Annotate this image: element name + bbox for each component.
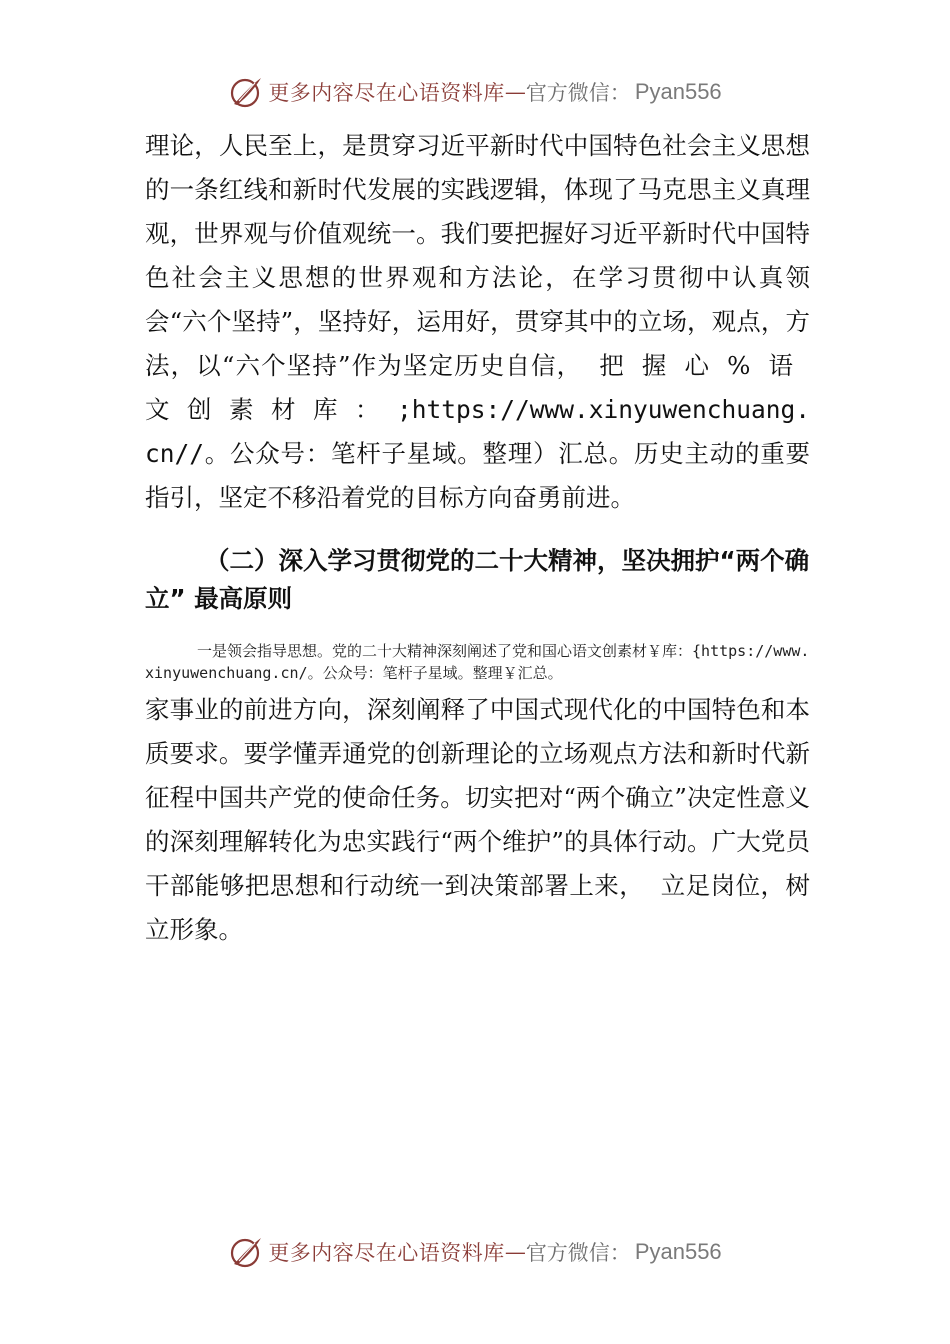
section-heading: （二）深入学习贯彻党的二十大精神，坚决拥护“两个确立” 最高原则 [145,546,810,613]
paragraph-1-text: 理论，人民至上，是贯穿习近平新时代中国特色社会主义思想的一条红线和新时代发展的实践逻辑，体现了马克思主义真理观，世界观与价值观统一。我们要把握好习近平新时代中国特色社会主义思想的世界观和方法论，在学习贯彻中认真领会“六个坚持”，坚持好，运用好，贯穿其中的立场，观点，方法，以“六个坚持”作为坚定历史自信 [145,131,810,380]
footer-banner [0,1232,950,1272]
paragraph-1-tail: 。公众号：笔杆子星域。整理）汇总。历史主动的重要指引，坚定不移沿着党的目标方向奋勇前进。 [145,439,810,512]
footer-wechat-label: 官方微信： [525,1241,631,1265]
note-text: 一是领会指导思想。党的二十大精神深刻阐述了党和国心语文创素材￥库： [197,642,693,660]
header-banner [0,72,950,112]
paragraph-1-url: ;https://www.xinyuwenchuang.cn// [145,395,810,468]
note-tail: 。公众号：笔杆子星域。整理￥汇总。 [307,664,563,682]
feather-logo-icon [228,74,264,110]
note-url: {https://www.xinyuwenchuang.cn/ [145,642,810,682]
inline-note [145,640,810,684]
document-body [145,124,810,952]
banner-wechat-id: Pyan556 [634,79,722,104]
banner-site-text: 更多内容尽在心语资料库 [268,81,505,105]
paragraph-2: 家事业的前进方向，深刻阐释了中国式现代化的中国特色和本质要求。要学懂弄通党的创新理论的立场观点方法和新时代新征程中国共产党的使命任务。切实把对“两个确立”决定性意义的深刻理解转化为忠实践行“两个维护”的具体行动。广大党员干部能够把思想和行动统一到决策部署上来， 立足岗位，树立形象。 [145,695,810,944]
feather-logo-icon [228,1234,264,1270]
paragraph-1 [145,124,810,520]
banner-wechat-label: 官方微信： [525,81,631,105]
paragraph-1-spaced: ，把握心%语文创素材库： [145,351,810,424]
banner-separator: — [504,80,526,104]
footer-site-text: 更多内容尽在心语资料库 [268,1241,505,1265]
footer-separator: — [504,1240,526,1264]
footer-wechat-id: Pyan556 [634,1239,722,1264]
